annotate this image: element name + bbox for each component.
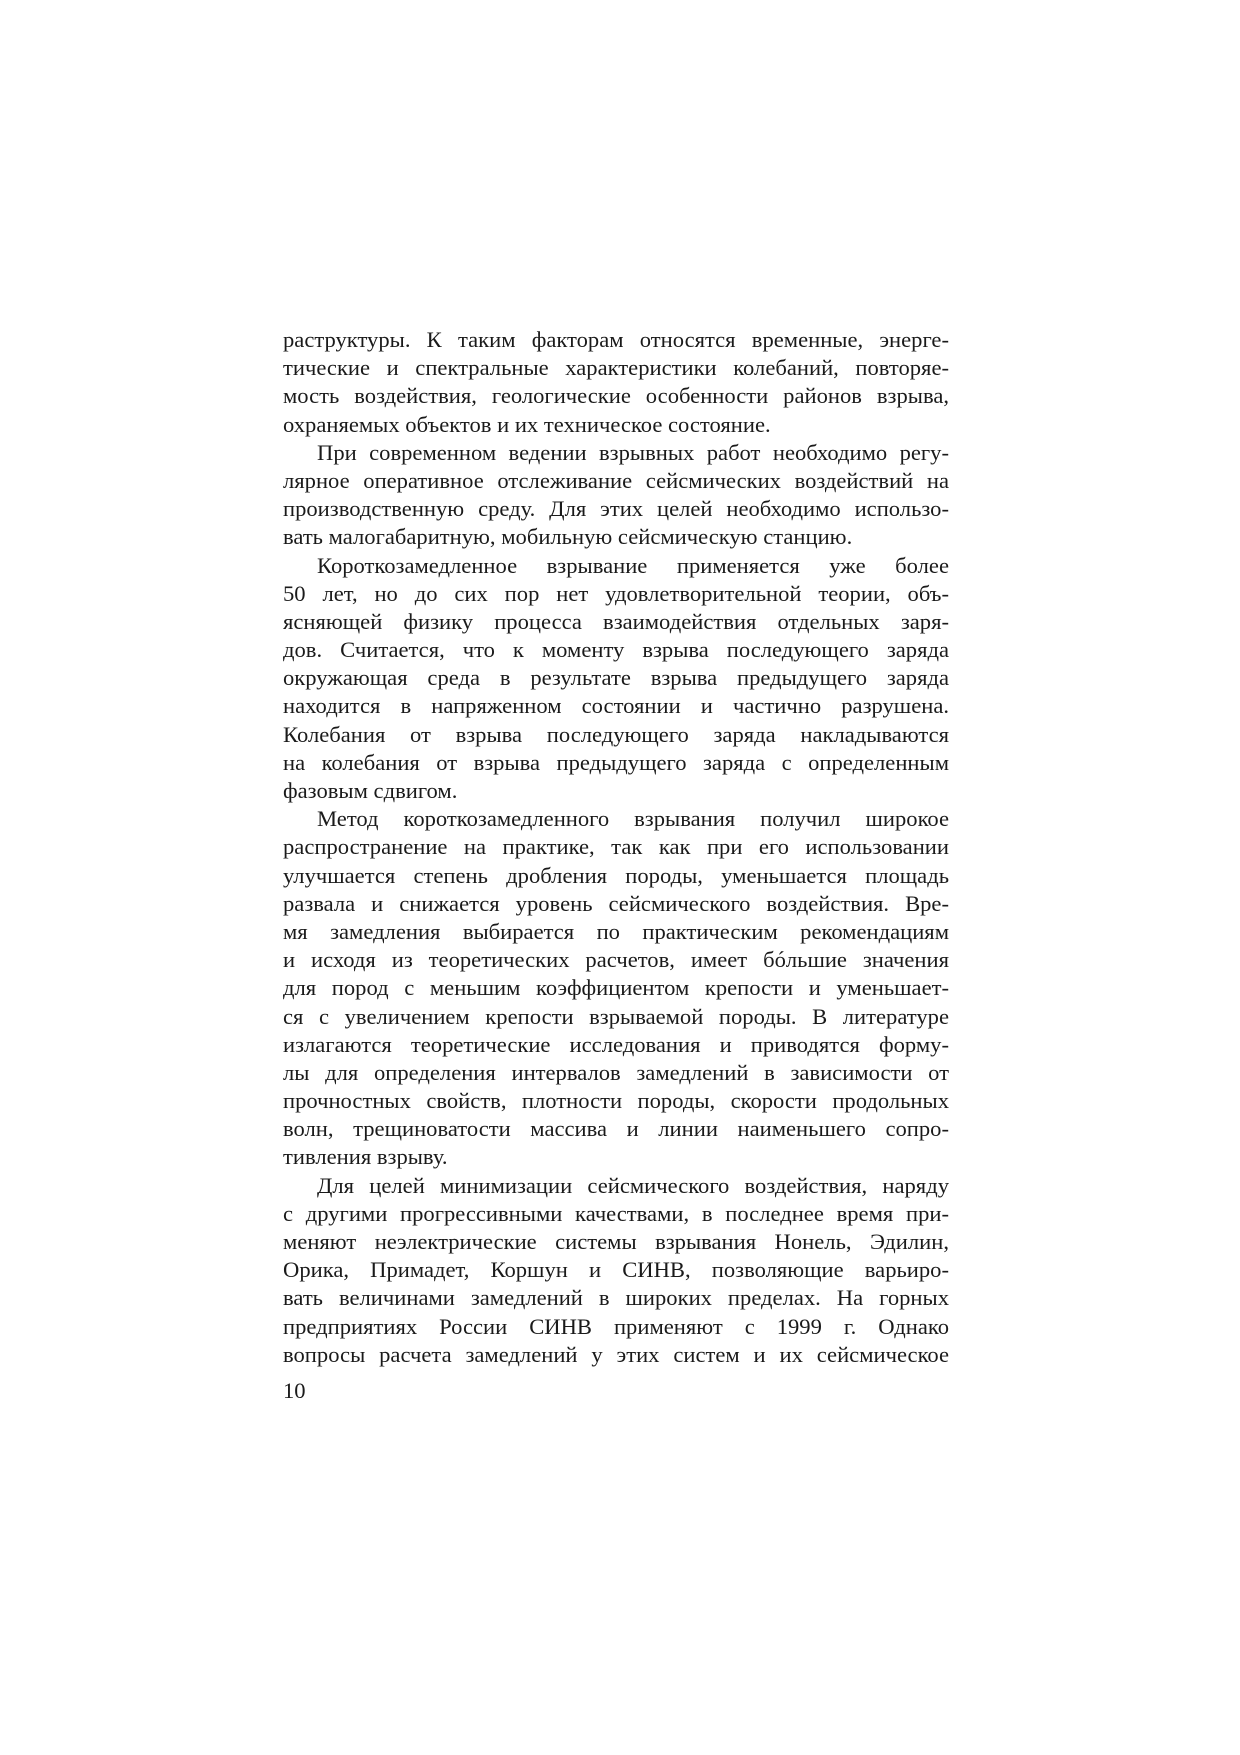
text-line: фазовым сдвигом. <box>283 778 458 803</box>
paragraph-first-line: Метод короткозамедленного взрывания получил широкое <box>317 806 949 832</box>
paragraph-first-line: Короткозамедленное взрывание применяется уже более <box>317 552 949 578</box>
text-line: развала и снижается уровень сейсмического воздействия. Вре- <box>283 890 949 916</box>
text-line: Орика, Примадет, Коршун и СИНВ, позволяющие варьиро- <box>283 1257 949 1283</box>
text-line: вать величинами замедлений в широких пределах. На горных <box>283 1285 949 1311</box>
text-line: находится в напряженном состоянии и частично разрушена. <box>283 693 949 719</box>
text-line: прочностных свойств, плотности породы, скорости продольных <box>283 1088 949 1114</box>
text-line: раструктуры. К таким факторам относятся временные, энерге- <box>283 327 949 352</box>
text-line: и исходя из теоретических расчетов, имеет бóльшие значения <box>283 947 949 973</box>
text-line: мость воздействия, геологические особенности районов взрыва, <box>283 383 949 409</box>
text-line: распространение на практике, так как при его использовании <box>283 834 949 860</box>
text-line: ся с увеличением крепости взрываемой породы. В литературе <box>283 1003 949 1029</box>
text-line: 50 лет, но до сих пор нет удовлетворительной теории, объ- <box>283 580 949 606</box>
text-line: тивления взрыву. <box>283 1144 448 1170</box>
text-line: лы для определения интервалов замедлений в зависимости от <box>283 1059 949 1085</box>
page-number: 10 <box>283 1378 306 1403</box>
text-line: с другими прогрессивными качествами, в последнее время при- <box>283 1200 949 1226</box>
text-line: охраняемых объектов и их техническое состояние. <box>283 411 771 437</box>
text-line: меняют неэлектрические системы взрывания Нонель, Эдилин, <box>283 1229 949 1254</box>
text-line: мя замедления выбирается по практическим рекомендациям <box>283 918 949 944</box>
paragraph-first-line: При современном ведении взрывных работ необходимо регу- <box>317 439 949 465</box>
body-text <box>283 326 949 1369</box>
text-line: тические и спектральные характеристики колебаний, повторяе- <box>283 355 949 381</box>
text-line: для пород с меньшим коэффициентом крепости и уменьшает- <box>283 975 949 1001</box>
text-line: улучшается степень дробления породы, уменьшается площадь <box>283 862 949 888</box>
text-line: волн, трещиноватости массива и линии наименьшего сопро- <box>283 1116 949 1142</box>
text-line: вопросы расчета замедлений у этих систем и их сейсмическое <box>283 1341 949 1367</box>
text-line: производственную среду. Для этих целей необходимо использо- <box>283 496 949 522</box>
text-line: на колебания от взрыва предыдущего заряда с определенным <box>283 749 949 775</box>
text-line: лярное оперативное отслеживание сейсмических воздействий на <box>283 467 949 493</box>
text-line: вать малогабаритную, мобильную сейсмическую станцию. <box>283 524 853 550</box>
text-line: окружающая среда в результате взрыва предыдущего заряда <box>283 665 949 691</box>
text-line: дов. Считается, что к моменту взрыва последующего заряда <box>283 637 949 663</box>
paragraph-first-line: Для целей минимизации сейсмического воздействия, наряду <box>317 1172 949 1198</box>
text-line: излагаются теоретические исследования и приводятся форму- <box>283 1031 949 1057</box>
text-line: ясняющей физику процесса взаимодействия отдельных заря- <box>283 608 949 634</box>
text-line: предприятиях России СИНВ применяют с 1999 г. Однако <box>283 1313 949 1339</box>
text-line: Колебания от взрыва последующего заряда накладываются <box>283 721 949 747</box>
